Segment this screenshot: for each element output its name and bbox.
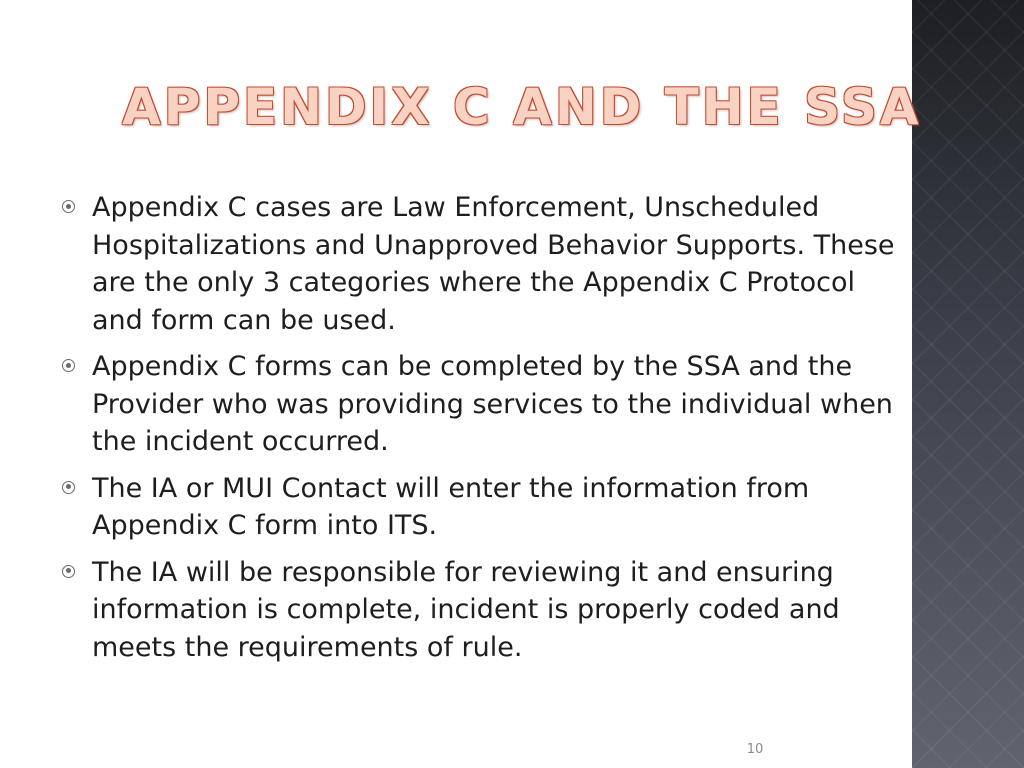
slide-number: 10	[746, 742, 764, 757]
bullet-text: Appendix C forms can be completed by the SSA and the Provider who was providing services to the individual when the incident occurred.	[92, 351, 893, 457]
bullet-item	[60, 348, 906, 461]
bullet-text: Appendix C cases are Law Enforcement, Unscheduled Hospitalizations and Unapproved Behavior Supports. These are the only 3 categories where the Appendix C Protocol and form can be used.	[92, 192, 895, 336]
bullet-list	[60, 189, 906, 675]
slide-title: APPENDIX C AND THE SSA	[122, 78, 922, 136]
circled-dot-icon	[62, 200, 75, 213]
bullet-text: The IA will be responsible for reviewing it and ensuring information is complete, incident is properly coded and meets the requirements of rule.	[92, 556, 840, 663]
circled-dot-icon	[62, 565, 75, 578]
bullet-text: The IA or MUI Contact will enter the information from Appendix C form into ITS.	[92, 472, 810, 541]
circled-dot-icon	[62, 359, 75, 372]
bullet-item	[60, 470, 906, 545]
bullet-item	[60, 554, 906, 667]
circled-dot-icon	[62, 481, 75, 494]
bullet-item	[60, 189, 906, 339]
decorative-side-band	[912, 0, 1024, 768]
